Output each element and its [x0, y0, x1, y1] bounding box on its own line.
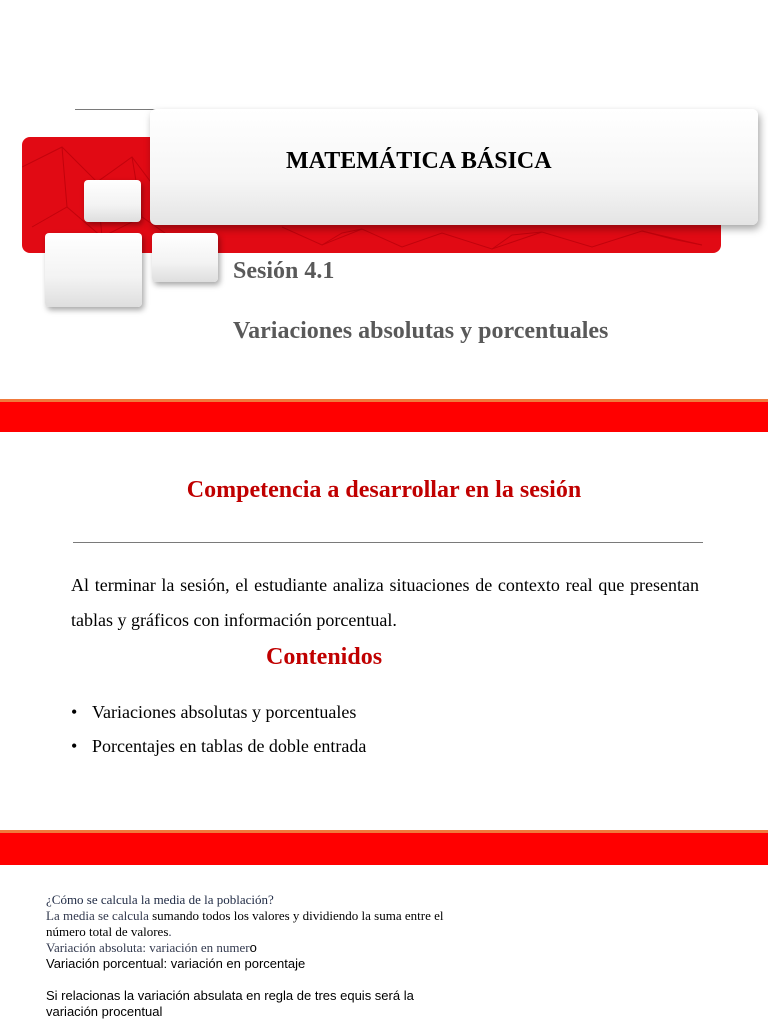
section-divider	[73, 542, 703, 543]
contenidos-list	[71, 698, 691, 766]
notes-answer-lead: La media se calcula	[46, 908, 153, 923]
decorative-square-small	[84, 180, 141, 222]
contenidos-heading: Contenidos	[266, 644, 383, 670]
orange-accent-line	[0, 399, 768, 402]
competencia-text: Al terminar la sesión, el estudiante analiza situaciones de contexto real que presentan tablas y gráficos con información porcentual.	[71, 575, 699, 630]
notes-absolute-text: Variación absoluta: variación en numer	[46, 940, 250, 955]
notes-percent: Variación porcentual: variación en porcentaje	[46, 956, 306, 971]
decorative-square-large	[45, 233, 142, 307]
notes-answer-end: .	[168, 924, 172, 939]
list-item	[71, 698, 691, 732]
bullet-icon: •	[71, 702, 78, 722]
red-separator-bar-bottom	[0, 830, 768, 865]
notes-absolute	[46, 940, 466, 956]
orange-accent-line-bottom	[0, 830, 768, 833]
competencia-heading: Competencia a desarrollar en la sesión	[186, 477, 582, 503]
course-title: MATEMÁTICA BÁSICA	[286, 148, 552, 174]
notes-question: ¿Cómo se calcula la media de la población?	[46, 892, 274, 907]
list-item-label: Variaciones absolutas y porcentuales	[92, 702, 357, 722]
notes-absolute-end: o	[249, 940, 257, 955]
list-item-label: Porcentajes en tablas de doble entrada	[92, 736, 367, 756]
notes-answer	[46, 908, 466, 940]
red-separator-bar	[0, 400, 768, 432]
session-number: Sesión 4.1	[233, 258, 335, 284]
notes-block	[46, 892, 466, 1020]
list-item	[71, 732, 691, 766]
bullet-icon: •	[71, 736, 78, 756]
decorative-square-medium	[152, 233, 218, 282]
notes-answer-rest: sumando todos los valores y dividiendo la suma entre el número total de valores	[46, 908, 444, 939]
session-subtitle: Variaciones absolutas y porcentuales	[233, 318, 609, 344]
notes-rule-of-three: Si relacionas la variación absulata en regla de tres equis será la variación procentual	[46, 988, 414, 1019]
